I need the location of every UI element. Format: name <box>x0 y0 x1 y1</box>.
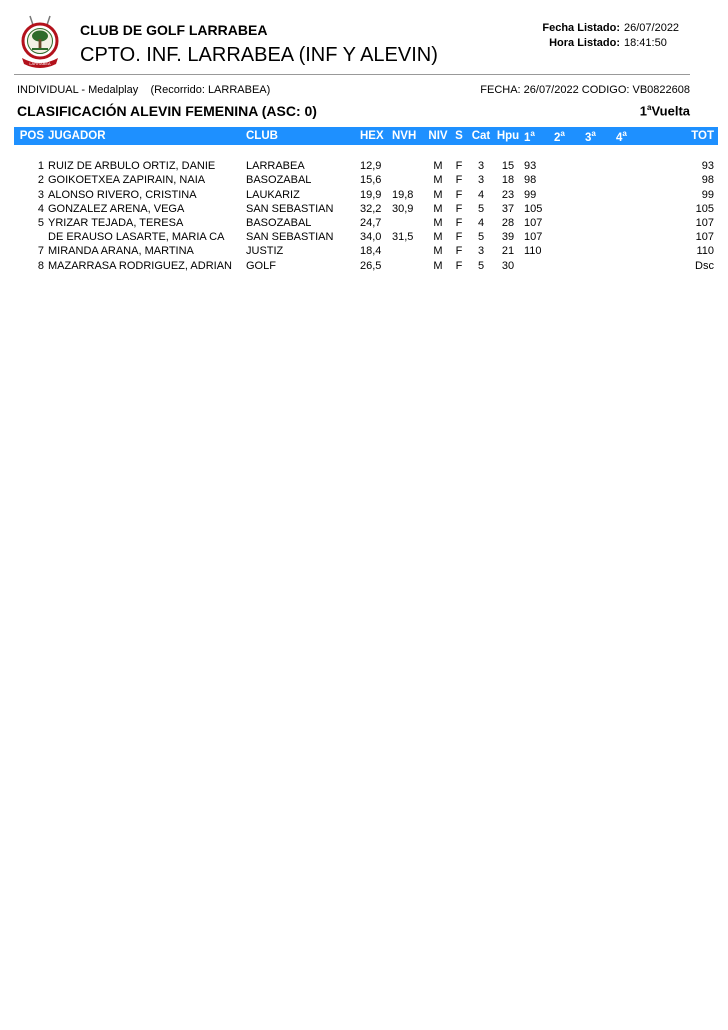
row-round-1: 98 <box>524 174 537 187</box>
row-category: 5 <box>477 231 485 244</box>
row-nvh <box>392 259 428 273</box>
table-row <box>14 216 718 230</box>
svg-text:LARRABEA: LARRABEA <box>29 61 51 66</box>
row-category: 3 <box>477 160 485 173</box>
row-hpu: 15 <box>501 160 515 173</box>
row-total: 99 <box>701 188 714 201</box>
row-position <box>14 230 48 244</box>
row-round-2 <box>554 259 585 273</box>
col-round-1: 1$^a$ <box>524 128 535 144</box>
row-niv: M <box>433 245 443 258</box>
row-hex: 32,2 <box>360 202 382 215</box>
header-divider <box>14 74 690 75</box>
row-position: 7 <box>37 245 44 258</box>
row-total: 98 <box>701 174 714 187</box>
row-round-2 <box>554 230 585 244</box>
format-text: INDIVIDUAL - Medalplay <box>17 84 139 96</box>
row-nvh: 31,5 <box>392 231 414 244</box>
row-round-4 <box>616 216 646 230</box>
club-logo <box>14 14 66 72</box>
results-header-row <box>14 127 718 145</box>
list-time-label: Hora Listado: <box>549 37 620 49</box>
row-position: 1 <box>37 160 44 173</box>
row-position: 2 <box>37 174 44 187</box>
row-position: 3 <box>37 188 44 201</box>
row-position: 8 <box>37 259 44 272</box>
round-superscript: a <box>647 103 652 112</box>
row-round-1: 99 <box>524 188 537 201</box>
row-round-4 <box>616 230 646 244</box>
row-round-3 <box>585 230 616 244</box>
row-round-1: 107 <box>524 231 543 244</box>
table-row <box>14 202 718 216</box>
row-position: 4 <box>37 202 44 215</box>
row-position: 5 <box>37 217 44 230</box>
row-niv: M <box>433 259 443 272</box>
row-club: SAN SEBASTIAN <box>246 202 334 215</box>
row-nvh <box>392 159 428 173</box>
table-row <box>14 259 718 273</box>
section-title: CLASIFICACIÓN ALEVIN FEMENINA (ASC: 0) <box>17 103 317 119</box>
row-hpu: 23 <box>501 188 515 201</box>
competition-format <box>17 84 270 96</box>
row-hpu: 21 <box>501 245 515 258</box>
row-hpu: 39 <box>501 231 515 244</box>
row-sex: F <box>455 202 463 215</box>
competition-title: CPTO. INF. LARRABEA (INF Y ALEVIN) <box>80 44 438 66</box>
row-round-1: 105 <box>524 202 543 215</box>
row-hex: 24,7 <box>360 217 382 230</box>
row-niv: M <box>433 160 443 173</box>
col-round-2: 2$^a$ <box>554 128 565 144</box>
round-word: Vuelta <box>651 103 690 119</box>
row-hex: 34,0 <box>360 231 382 244</box>
row-round-4 <box>616 244 646 258</box>
row-nvh <box>392 244 428 258</box>
results-table <box>14 127 718 273</box>
list-date-label: Fecha Listado: <box>542 22 620 34</box>
row-hpu: 37 <box>501 202 515 215</box>
row-round-2 <box>554 159 585 173</box>
row-sex: F <box>455 231 463 244</box>
col-club: CLUB <box>246 130 278 142</box>
table-row <box>14 188 718 202</box>
row-player-name: YRIZAR TEJADA, TERESA <box>48 217 184 230</box>
row-club: GOLF <box>246 259 276 272</box>
row-player-name: DE ERAUSO LASARTE, MARIA CA <box>48 231 225 244</box>
row-round-2 <box>554 244 585 258</box>
row-sex: F <box>455 245 463 258</box>
row-hex: 15,6 <box>360 174 382 187</box>
col-hpu: Hpu <box>496 130 520 142</box>
spacer-row <box>14 145 718 159</box>
results-body <box>14 145 718 273</box>
row-round-1 <box>524 259 554 273</box>
row-hpu: 30 <box>501 259 515 272</box>
table-row <box>14 244 718 258</box>
row-niv: M <box>433 188 443 201</box>
row-player-name: GOIKOETXEA ZAPIRAIN, NAIA <box>48 174 206 187</box>
row-round-2 <box>554 188 585 202</box>
row-total: 110 <box>696 245 714 258</box>
row-round-1: 93 <box>524 160 537 173</box>
row-club: JUSTIZ <box>246 245 284 258</box>
table-row <box>14 230 718 244</box>
row-sex: F <box>455 160 463 173</box>
row-round-4 <box>616 159 646 173</box>
row-club: BASOZABAL <box>246 174 312 187</box>
row-round-3 <box>585 159 616 173</box>
row-round-3 <box>585 188 616 202</box>
row-sex: F <box>455 188 463 201</box>
row-player-name: MAZARRASA RODRIGUEZ, ADRIAN <box>48 259 232 272</box>
row-hex: 19,9 <box>360 188 382 201</box>
list-date-value: 26/07/2022 <box>624 22 680 34</box>
row-round-4 <box>616 188 646 202</box>
row-total: 105 <box>695 202 714 215</box>
col-total: TOT <box>691 130 714 142</box>
row-category: 5 <box>477 259 485 272</box>
col-hex: HEX <box>360 130 384 142</box>
row-club: BASOZABAL <box>246 217 312 230</box>
row-round-2 <box>554 202 585 216</box>
row-club: SAN SEBASTIAN <box>246 231 334 244</box>
row-hex: 12,9 <box>360 160 382 173</box>
row-round-4 <box>616 173 646 187</box>
round-label <box>640 103 690 118</box>
list-time-value: 18:41:50 <box>624 37 667 49</box>
col-round-4: 4$^a$ <box>616 128 627 144</box>
list-meta-labels <box>520 21 620 51</box>
table-row <box>14 159 718 173</box>
course-text: (Recorrido: LARRABEA) <box>150 84 271 96</box>
col-nvh: NVH <box>392 130 417 142</box>
row-round-2 <box>554 216 585 230</box>
row-nvh: 30,9 <box>392 202 414 215</box>
row-category: 3 <box>477 245 485 258</box>
row-category: 5 <box>477 202 485 215</box>
row-niv: M <box>433 231 443 244</box>
row-round-3 <box>585 173 616 187</box>
row-sex: F <box>455 259 463 272</box>
round-number: 1 <box>639 103 648 119</box>
row-category: 3 <box>477 174 485 187</box>
row-hpu: 28 <box>501 217 515 230</box>
row-category: 4 <box>477 217 485 230</box>
row-nvh <box>392 216 428 230</box>
table-row <box>14 173 718 187</box>
row-sex: F <box>455 217 463 230</box>
row-player-name: ALONSO RIVERO, CRISTINA <box>48 188 197 201</box>
col-pos: POS <box>19 130 44 142</box>
col-sex: S <box>455 130 463 142</box>
row-round-2 <box>554 173 585 187</box>
col-round-3: 3$^a$ <box>585 128 596 144</box>
row-club: LARRABEA <box>246 160 305 173</box>
row-club: LAUKARIZ <box>246 188 300 201</box>
row-player-name: GONZALEZ ARENA, VEGA <box>48 202 185 215</box>
row-hpu: 18 <box>501 174 515 187</box>
row-category: 4 <box>477 188 485 201</box>
col-cat: Cat <box>471 130 491 142</box>
date-code: FECHA: 26/07/2022 CODIGO: VB0822608 <box>480 84 690 96</box>
row-round-3 <box>585 216 616 230</box>
row-niv: M <box>433 202 443 215</box>
row-round-4 <box>616 202 646 216</box>
row-nvh: 19,8 <box>392 188 414 201</box>
row-hex: 26,5 <box>360 259 382 272</box>
club-name: CLUB DE GOLF LARRABEA <box>80 22 268 38</box>
row-round-3 <box>585 244 616 258</box>
row-round-3 <box>585 259 616 273</box>
row-round-3 <box>585 202 616 216</box>
col-player: JUGADOR <box>48 130 106 142</box>
row-total: 93 <box>701 160 714 173</box>
row-total: 107 <box>695 217 714 230</box>
row-player-name: RUIZ DE ARBULO ORTIZ, DANIE <box>48 160 216 173</box>
row-hex: 18,4 <box>360 245 382 258</box>
row-round-1: 107 <box>524 217 543 230</box>
row-total: 107 <box>695 231 714 244</box>
row-total: Dsc <box>695 259 714 272</box>
list-meta-values <box>624 21 679 51</box>
row-niv: M <box>433 217 443 230</box>
row-nvh <box>392 173 428 187</box>
row-sex: F <box>455 174 463 187</box>
row-niv: M <box>433 174 443 187</box>
col-niv: NIV <box>428 130 448 142</box>
row-round-1: 110 <box>524 245 542 258</box>
row-player-name: MIRANDA ARANA, MARTINA <box>48 245 194 258</box>
row-round-4 <box>616 259 646 273</box>
